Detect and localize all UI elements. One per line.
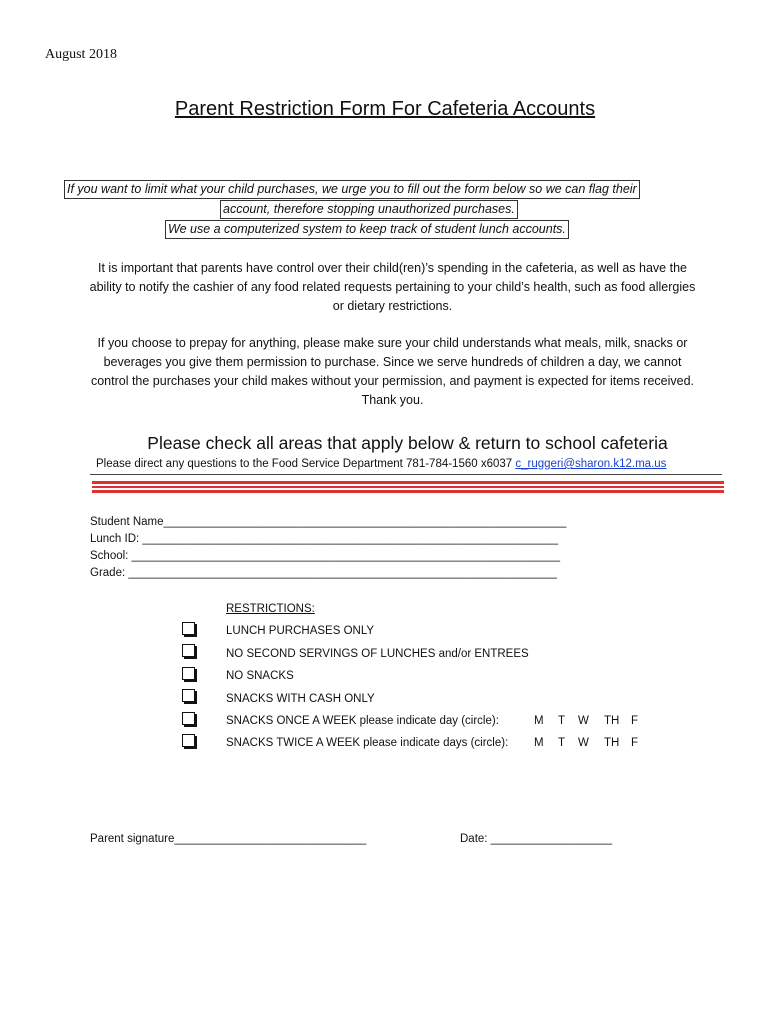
option-snacks-once-week: SNACKS ONCE A WEEK please indicate day (circle):: [226, 715, 499, 727]
page-title: [0, 98, 770, 121]
contact-line: [96, 458, 666, 470]
option-no-second-servings: NO SECOND SERVINGS OF LUNCHES and/or ENTREES: [226, 648, 529, 660]
contact-rule: [90, 474, 722, 475]
restrictions-heading: RESTRICTIONS:: [226, 603, 315, 615]
instruction-heading: Please check all areas that apply below & return to school cafeteria: [147, 433, 668, 453]
once-day-t[interactable]: T: [558, 715, 566, 727]
paragraph-prepay: If you choose to prepay for anything, please make sure your child understands what meals, milk, snacks or beverages you give them permission to purchase. Since we serve hundreds of children a day, we cannot control the purchases your child makes without your permission, and payment is expected for items received. Thank you.: [90, 336, 695, 407]
once-day-th[interactable]: TH: [604, 715, 620, 727]
red-rule-middle: [92, 486, 724, 488]
grade-field[interactable]: Grade: ___________________________________________________________________: [90, 567, 557, 579]
once-day-m[interactable]: M: [534, 715, 544, 727]
contact-email-link[interactable]: c_ruggeri@sharon.k12.ma.us: [515, 458, 667, 470]
once-day-f[interactable]: F: [631, 715, 639, 727]
option-no-snacks: NO SNACKS: [226, 670, 294, 682]
checkbox-snacks-twice-week[interactable]: [182, 734, 195, 747]
checkbox-snacks-cash-only[interactable]: [182, 689, 195, 702]
red-rule-bottom: [92, 490, 724, 493]
signature-date-field[interactable]: Date: ___________________: [460, 833, 613, 845]
page-title-text: Parent Restriction Form For Cafeteria Accounts: [174, 98, 596, 120]
checkbox-no-second-servings[interactable]: [182, 644, 195, 657]
twice-day-t[interactable]: T: [558, 737, 566, 749]
option-lunch-only: LUNCH PURCHASES ONLY: [226, 625, 375, 637]
option-snacks-twice-week: SNACKS TWICE A WEEK please indicate days (circle):: [226, 737, 509, 749]
form-date: August 2018: [45, 47, 117, 62]
intro-line-2: account, therefore stopping unauthorized purchases.: [220, 200, 518, 219]
checkbox-lunch-only[interactable]: [182, 622, 195, 635]
paragraph-parental-control: It is important that parents have control over their child(ren)’s spending in the cafeteria, as well as have the ability to notify the cashier of any food related requests pertaining to your child’s health, such as food allergies or dietary restrictions.: [89, 261, 696, 313]
once-day-w[interactable]: W: [578, 715, 589, 727]
student-name-field[interactable]: Student Name_______________________________________________________________: [90, 516, 567, 528]
option-snacks-cash-only: SNACKS WITH CASH ONLY: [226, 693, 375, 705]
twice-day-w[interactable]: W: [578, 737, 589, 749]
checkbox-no-snacks[interactable]: [182, 667, 195, 680]
intro-line-1: If you want to limit what your child purchases, we urge you to fill out the form below so we can flag their: [64, 180, 640, 199]
twice-day-th[interactable]: TH: [604, 737, 620, 749]
parent-signature-field[interactable]: Parent signature______________________________: [90, 833, 367, 845]
school-field[interactable]: School: ___________________________________________________________________: [90, 550, 561, 562]
contact-text: Please direct any questions to the Food Service Department 781-784-1560 x6037: [96, 458, 513, 470]
twice-day-m[interactable]: M: [534, 737, 544, 749]
intro-line-3: We use a computerized system to keep track of student lunch accounts.: [165, 220, 569, 239]
twice-day-f[interactable]: F: [631, 737, 639, 749]
checkbox-snacks-once-week[interactable]: [182, 712, 195, 725]
red-rule-top: [92, 481, 724, 484]
lunch-id-field[interactable]: Lunch ID: _________________________________________________________________: [90, 533, 559, 545]
